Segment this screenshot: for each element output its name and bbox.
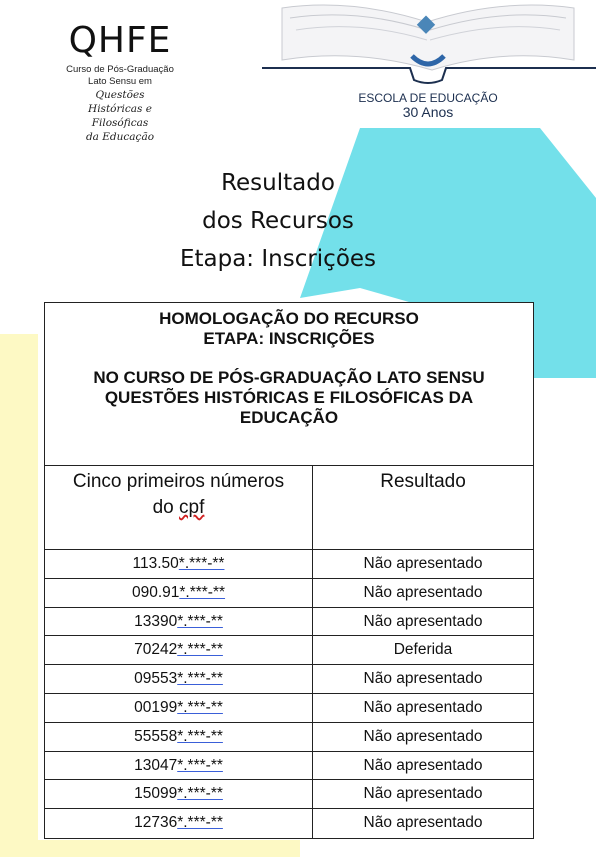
cpf-cell [45,752,313,780]
result-cell: Não apresentado [363,555,483,572]
cpf-cell [45,579,313,607]
column-header-cpf-prefix: do [152,497,180,518]
result-cell: Não apresentado [363,583,483,601]
cpf-prefix: 09553 [134,670,178,688]
cpf-mask: *.***-** [177,727,223,745]
result-cell: Não apresentado [363,814,483,832]
escola-years: 30 Anos [402,104,454,120]
cpf-prefix: 13047 [134,756,178,774]
logo-course-line1: Curso de Pós-Graduação [66,64,174,75]
result-cell: Não apresentado [363,670,483,688]
cpf-prefix: 113.50 [132,555,179,572]
cpf-mask: *.***-** [178,555,225,572]
cpf-mask: *.***-** [177,670,223,688]
cpf-mask: *.***-** [177,698,223,716]
cpf-prefix: 15099 [134,785,178,803]
logo-course-line2: Lato Sensu em [88,76,152,87]
cpf-mask: *.***-** [177,641,223,659]
cpf-cell [45,780,313,808]
cpf-cell [45,636,313,664]
heading-line4: QUESTÕES HISTÓRICAS E FILOSÓFICAS DA [104,388,474,407]
cpf-cell [45,809,313,838]
cpf-mask: *.***-** [177,756,223,774]
result-cell: Não apresentado [363,756,483,774]
cpf-mask: *.***-** [177,814,223,832]
table-header-row [45,466,533,550]
escola-name: ESCOLA DE EDUCAÇÃO [358,91,498,105]
logo-script-line1: Questões [95,89,145,101]
table-row [45,550,533,579]
table-row [45,665,533,694]
qhffe-logo-mark: QHFE [68,20,172,61]
heading-line5: EDUCAÇÃO [239,408,339,427]
logo-script-line3: da Educação [85,131,155,143]
open-book-icon [262,0,596,90]
yellow-decorative-bottom [0,840,300,857]
escola-logo [262,0,596,125]
cpf-prefix: 70242 [134,641,178,659]
logo-script-line2: Históricas e Filosóficas [88,103,152,129]
table-row [45,608,533,637]
cpf-mask: *.***-** [177,785,223,803]
column-header-cpf [45,466,313,549]
cpf-cell [45,723,313,751]
title-line3: Etapa: Inscrições [179,246,377,272]
cpf-prefix: 13390 [134,612,178,630]
cpf-prefix: 090.91 [131,583,180,601]
cpf-prefix: 00199 [134,698,178,716]
cpf-cell [45,665,313,693]
result-cell: Deferida [393,641,453,659]
yellow-decorative-strip [0,334,38,857]
result-cell: Não apresentado [363,785,483,803]
column-header-cpf-line1: Cinco primeiros números [72,471,285,492]
table-row [45,809,533,838]
title-line1: Resultado [221,170,335,196]
heading-line3: NO CURSO DE PÓS-GRADUAÇÃO LATO SENSU [93,368,485,387]
column-header-cpf-line2 [45,495,312,521]
column-header-result: Resultado [380,471,466,492]
cpf-cell [45,694,313,722]
result-cell: Não apresentado [363,612,483,630]
table-row [45,579,533,608]
title-line2: dos Recursos [202,208,354,234]
heading-line2: ETAPA: INSCRIÇÕES [203,329,375,348]
column-header-cpf-word: cpf [179,497,205,518]
cpf-cell [45,608,313,636]
results-table [44,302,534,839]
table-heading [45,303,533,466]
table-row [45,780,533,809]
table-row [45,752,533,781]
table-row [45,723,533,752]
table-row [45,636,533,665]
heading-line1: HOMOLOGAÇÃO DO RECURSO [159,309,419,328]
cpf-cell [45,550,313,578]
table-row [45,694,533,723]
page-title [160,164,396,278]
qhffe-logo [60,18,180,144]
result-cell: Não apresentado [363,698,483,716]
cpf-prefix: 55558 [134,727,178,745]
cpf-prefix: 12736 [134,814,178,832]
cpf-mask: *.***-** [179,583,226,601]
cpf-mask: *.***-** [177,612,223,630]
result-cell: Não apresentado [363,727,483,745]
